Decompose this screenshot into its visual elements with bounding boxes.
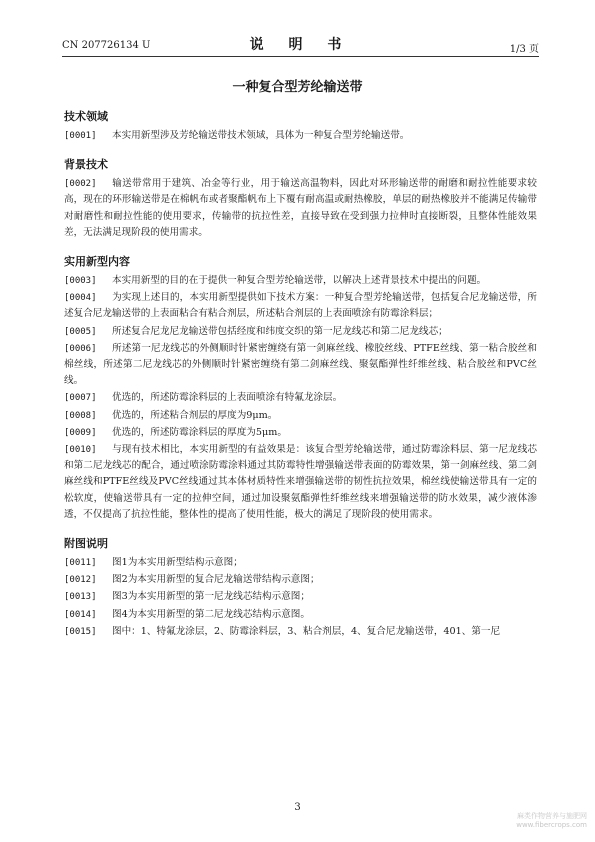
paragraph-text: 图4为本实用新型的第二尼龙线芯结构示意图。 [112,608,310,620]
paragraph-number: [0009] [64,427,97,438]
patent-number: CN 207726134 U [62,40,151,51]
paragraph-text: 优选的，所述防霉涂料层的上表面喷涂有特氟龙涂层。 [112,392,343,404]
paragraph [64,128,537,144]
paragraph-number: [0001] [64,131,97,141]
paragraph [64,273,537,289]
document-body [64,104,537,641]
page-info: 1/3 页 [509,44,539,55]
section-heading: 技术领域 [64,110,108,123]
paragraph-text: 所述第一尼龙线芯的外侧顺时针紧密缠绕有第一剑麻丝线、橡胶丝线、PTFE丝线、第一粘合胶丝和棉丝线，所述第二尼龙线芯的外侧顺时针紧密缠绕有第二剑麻丝线、聚氨酯弹性纤维丝线、粘合胶丝和PVC丝线。 [64,342,537,387]
paragraph-text: 优选的，所述防霉涂料层的厚度为5μm。 [112,426,287,438]
paragraph [64,425,537,441]
paragraph [64,408,537,424]
paragraph-number: [0008] [64,410,97,421]
paragraph-text: 图2为本实用新型的复合尼龙输送带结构示意图； [112,574,320,586]
page-header [62,34,539,57]
paragraph-number: [0003] [64,276,97,287]
paragraph [64,624,537,640]
paragraph-text: 输送带常用于建筑、冶金等行业，用于输送高温物料，因此对环形输送带的耐磨和耐拉性能要求较高，现在的环形输送带是在棉帆布或者聚酯帆布上下覆有耐高温或耐热橡胶，单层的耐热橡胶并不能满足传输带对耐磨性和耐拉性能的使用要求，传输带的抗拉性差，直接导致在受到强力拉伸时直接断裂，且整体性能效果差，无法满足现阶段的使用需求。 [64,178,537,238]
watermark [516,812,587,830]
paragraph-text: 与现有技术相比，本实用新型的有益效果是：该复合型芳纶输送带，通过防霉涂料层、第一尼龙线芯和第二尼龙线芯的配合，通过喷涂防霉涂料通过其防霉特性增强输送带表面的防霉效果，第一剑麻丝线、第二剑麻丝线和PTFE丝线及PVC丝线通过其本体材质特性来增强输送带的韧性抗拉效果，棉丝线使输送带具有一定的松软度，使输送带具有一定的拉伸空间，通过加设聚氨酯弹性纤维丝线来增强输送带的防水效果，减少液体渗透，不仅提高了抗拉性能，整体性的提高了使用性能，极大的满足了现阶段的使用需求。 [64,444,537,520]
document-type: 说 明 书 [249,37,352,53]
watermark-url: www.fibercrops.com [516,821,587,829]
paragraph [64,555,537,571]
paragraph-number: [0005] [64,326,97,337]
section-heading: 实用新型内容 [64,255,130,269]
paragraph-number: [0015] [64,626,97,637]
paragraph-text: 图中：1、特氟龙涂层，2、防霉涂料层，3、粘合剂层，4、复合尼龙输送带，401、第一尼 [112,625,501,637]
section-heading: 附图说明 [64,537,108,551]
paragraph-text: 所述复合尼龙尼龙输送带包括经度和纬度交织的第一尼龙线芯和第二尼龙线芯； [112,325,448,337]
paragraph [64,390,537,406]
paragraph-number: [0002] [64,179,97,190]
paragraph [64,607,537,623]
paragraph-number: [0004] [64,293,97,304]
paragraph [64,572,537,588]
paragraph-text: 优选的，所述粘合剂层的厚度为9μm。 [112,409,278,421]
paragraph-number: [0011] [64,558,97,569]
section-heading: 背景技术 [64,158,108,172]
paragraph-number: [0010] [64,445,97,456]
document-title: 一种复合型芳纶输送带 [232,80,363,95]
paragraph [64,176,537,241]
paragraph-number: [0013] [64,592,97,603]
paragraph-number: [0007] [64,393,97,404]
paragraph [64,290,537,322]
paragraph-text: 图1为本实用新型结构示意图； [112,557,243,569]
paragraph-number: [0014] [64,609,97,620]
paragraph-text: 图3为本实用新型的第一尼龙线芯结构示意图； [112,591,310,603]
page-number: 3 [294,802,301,813]
watermark-text: 麻类作物营养与施肥网 [517,812,587,820]
paragraph-number: [0012] [64,575,97,586]
paragraph [64,589,537,605]
paragraph-text: 本实用新型涉及芳纶输送带技术领域，具体为一种复合型芳纶输送带。 [112,130,410,141]
paragraph-text: 本实用新型的目的在于提供一种复合型芳纶输送带，以解决上述背景技术中提出的问题。 [112,275,487,287]
paragraph [64,341,537,390]
paragraph-text: 为实现上述目的，本实用新型提供如下技术方案：一种复合型芳纶输送带，包括复合尼龙输送带，所述复合尼龙输送带的上表面粘合有粘合剂层，所述粘合剂层的上表面喷涂有防霉涂料层； [64,292,537,320]
paragraph-number: [0006] [64,343,97,354]
paragraph [64,324,537,340]
paragraph [64,442,537,523]
